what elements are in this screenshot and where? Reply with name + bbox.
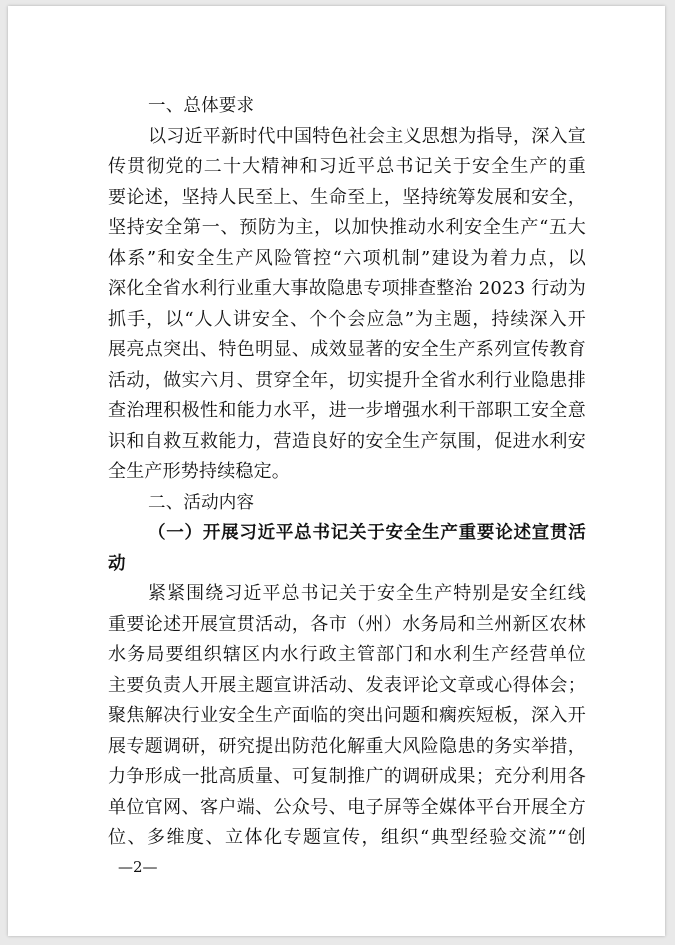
page-number: —2— xyxy=(118,858,158,876)
paragraph-line: 主要负责人开展主题宣讲活动、发表评论文章或心得体会； xyxy=(108,674,586,696)
paragraph-line: 体系”和安全生产风险管控“六项机制”建设为着力点，以 xyxy=(108,247,586,269)
paragraph-line: 传贯彻党的二十大精神和习近平总书记关于安全生产的重 xyxy=(108,156,586,177)
subsection-heading-continued: 动 xyxy=(108,553,126,574)
section-heading-activity-content: 二、活动内容 xyxy=(148,492,255,513)
paragraph-line: 聚焦解决行业安全生产面临的突出问题和瘸疾短板，深入开 xyxy=(108,705,586,726)
paragraph-line-last: 全生产形势持续稳定。 xyxy=(108,461,290,482)
paragraph-line: 深化全省水利行业重大事故隐患专项排查整治 2023 行动为 xyxy=(108,278,586,299)
paragraph-line: 要论述，坚持人民至上、生命至上，坚持统筹发展和安全， xyxy=(108,186,586,208)
paragraph-line: 坚持安全第一、预防为主，以加快推动水利安全生产“五大 xyxy=(108,217,586,238)
paragraph-line: 活动，做实六月、贯穿全年，切实提升全省水利行业隐患排 xyxy=(108,369,586,391)
paragraph-line: 展专题调研，研究提出防范化解重大风险隐患的务实举措， xyxy=(108,735,586,757)
paragraph-line: 位、多维度、立体化专题宣传，组织“典型经验交流”“创 xyxy=(108,827,586,848)
paragraph-line: 重要论述开展宣贯活动，各市（州）水务局和兰州新区农林 xyxy=(108,613,586,635)
paragraph-line: 以习近平新时代中国特色社会主义思想为指导，深入宣 xyxy=(148,125,586,147)
paragraph-line: 单位官网、客户端、公众号、电子屏等全媒体平台开展全方 xyxy=(108,796,586,818)
paragraph-line: 力争形成一批高质量、可复制推广的调研成果；充分利用各 xyxy=(108,766,586,787)
paragraph-line: 抓手，以“人人讲安全、个个会应急”为主题，持续深入开 xyxy=(108,308,586,330)
paragraph-line: 查治理积极性和能力水平，进一步增强水利干部职工安全意 xyxy=(108,400,586,421)
paragraph-line: 紧紧围绕习近平总书记关于安全生产特别是安全红线 xyxy=(148,583,586,604)
subsection-heading: （一）开展习近平总书记关于安全生产重要论述宣贯活 xyxy=(148,523,586,543)
paragraph-line: 识和自救互救能力，营造良好的安全生产氛围，促进水利安 xyxy=(108,430,586,452)
paragraph-line: 水务局要组织辖区内水行政主管部门和水利生产经营单位 xyxy=(108,644,586,665)
document-page xyxy=(8,6,665,936)
section-heading-general-requirements: 一、总体要求 xyxy=(148,96,255,116)
paragraph-line: 展亮点突出、特色明显、成效显著的安全生产系列宣传教育 xyxy=(108,339,586,360)
document-body xyxy=(108,91,586,854)
